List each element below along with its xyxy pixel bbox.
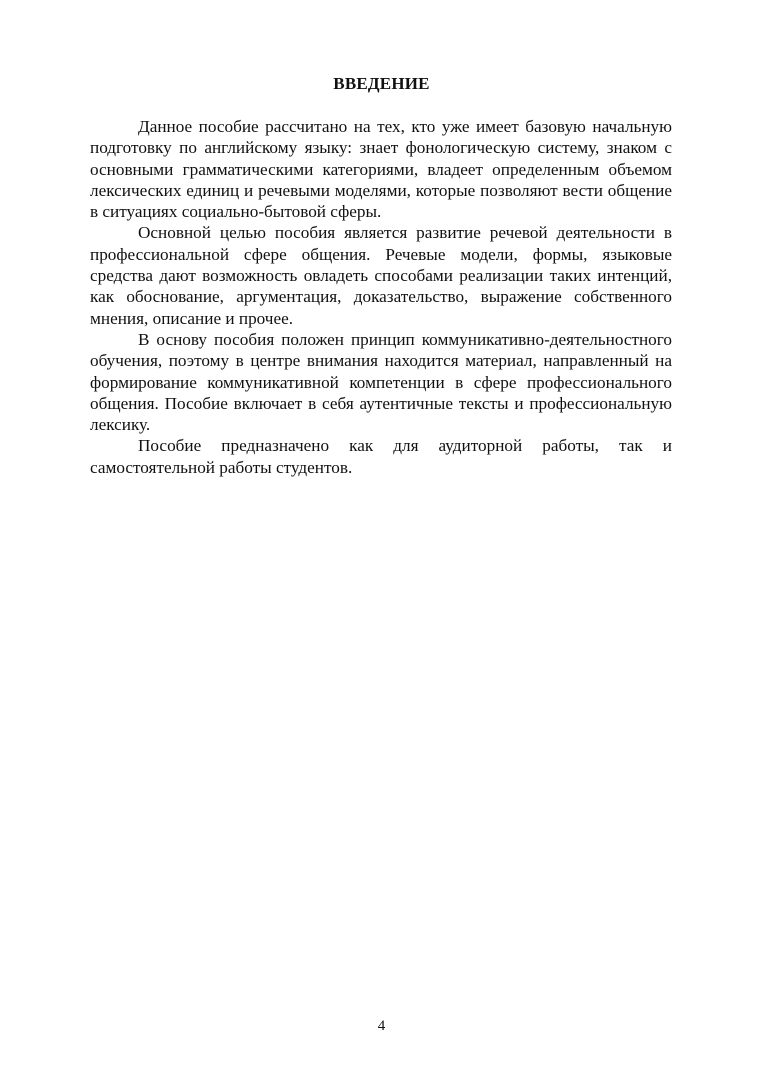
page-title: ВВЕДЕНИЕ (333, 74, 430, 93)
page-number: 4 (377, 1018, 386, 1034)
paragraph-2: Основной целью пособия является развитие речевой деятельности в профессиональной сфере общения. Речевые модели, формы, языковые средства дают возможность овладеть способами реализации таких интенций, как обоснование, аргументация, доказательство, выражение собственного мнения, описание и прочее. (90, 223, 672, 328)
paragraph-1: Данное пособие рассчитано на тех, кто уже имеет базовую начальную подготовку по английскому языку: знает фонологическую систему, знаком с основными грамматическими категориями, владеет определенным объемом лексических единиц и речевыми моделями, которые позволяют вести общение в ситуациях социально-бытовой сферы. (90, 117, 672, 222)
body-text (90, 116, 672, 478)
paragraph-3: В основу пособия положен принцип коммуникативно-деятельностного обучения, поэтому в центре внимания находится материал, направленный на формирование коммуникативной компетенции в сфере профессионального общения. Пособие включает в себя аутентичные тексты и профессиональную лексику. (90, 329, 672, 435)
paragraph-4: Пособие предназначено как для аудиторной работы, так и самостоятельной работы студентов. (90, 436, 672, 477)
